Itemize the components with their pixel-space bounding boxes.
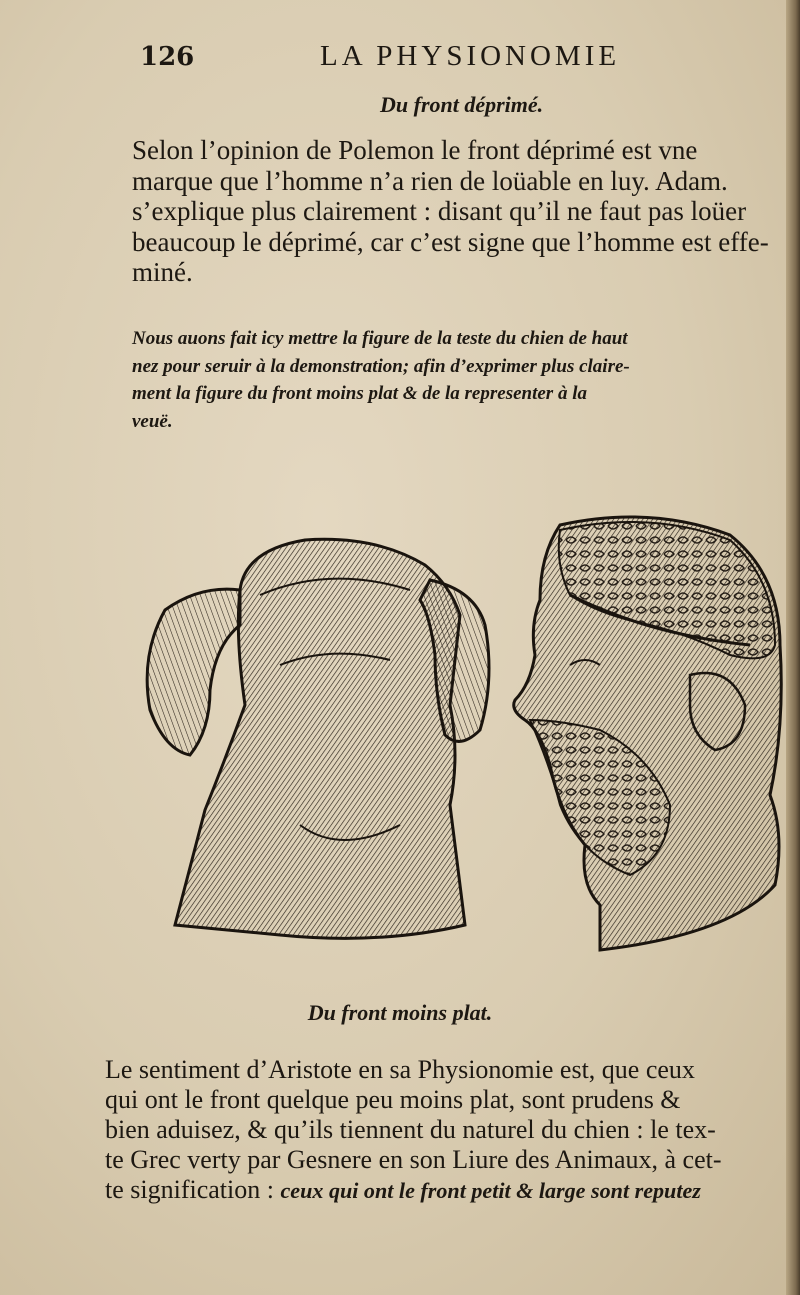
text-line: s’explique plus clairement : disant qu’il ne faut pas loüer xyxy=(132,196,747,226)
paragraph-figure-note xyxy=(132,325,630,435)
paragraph-aristote xyxy=(105,1055,722,1206)
text-line-last xyxy=(105,1175,722,1206)
page-header xyxy=(140,40,700,80)
bearded-man-figure xyxy=(514,517,782,950)
text-line: Le sentiment d’Aristote en sa Physionomie est, que ceux xyxy=(105,1055,695,1084)
text-line: bien aduisez, & qu’ils tiennent du naturel du chien : le tex- xyxy=(105,1115,716,1144)
section-heading-front-deprime: Du front déprimé. xyxy=(380,92,544,117)
text-line: te Grec verty par Gesnere en son Liure des Animaux, à cet- xyxy=(105,1145,722,1174)
text-italic: ceux qui ont le front petit & large sont reputez xyxy=(280,1178,701,1203)
text-line: miné. xyxy=(132,257,193,287)
text-line: Selon l’opinion de Polemon le front déprimé est vne xyxy=(132,135,698,165)
dog-head-figure xyxy=(147,539,489,938)
text-roman: te signification : xyxy=(105,1175,281,1204)
text-line: ment la figure du front moins plat & de la representer à la xyxy=(132,383,587,404)
page-number: 126 xyxy=(140,42,195,72)
text-line: marque que l’homme n’a rien de loüable en luy. Adam. xyxy=(132,165,728,196)
text-line: nez pour seruir à la demonstration; afin d’exprimer plus claire- xyxy=(132,355,630,377)
running-head: LA PHYSIONOMIE xyxy=(320,40,621,72)
text-line: veuë. xyxy=(132,410,173,432)
text-line: beaucoup le déprimé, car c’est signe que l’homme est effe- xyxy=(132,226,769,257)
section-heading-front-moins-plat: Du front moins plat. xyxy=(307,1000,493,1025)
woodcut-illustration xyxy=(130,505,790,970)
text-line: qui ont le front quelque peu moins plat, sont prudens & xyxy=(105,1085,681,1114)
paragraph-polemon xyxy=(132,135,769,288)
text-line: Nous auons fait icy mettre la figure de la teste du chien de haut xyxy=(132,328,628,349)
